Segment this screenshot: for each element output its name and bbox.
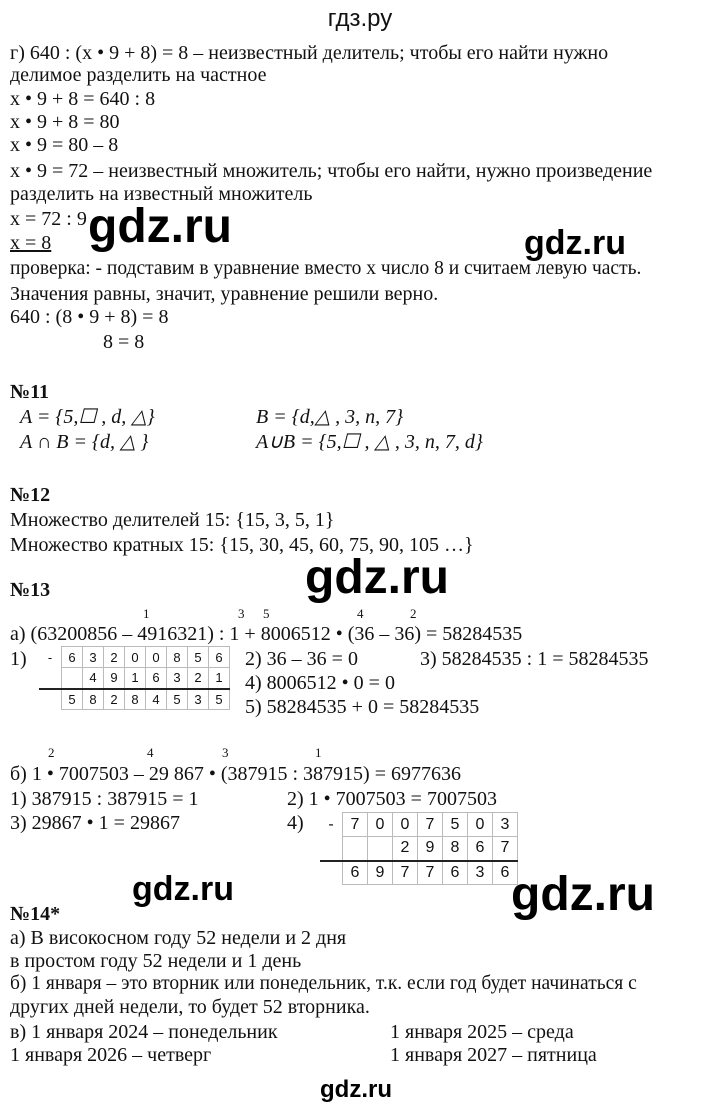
step-line: 2) 36 – 36 = 0: [245, 648, 358, 670]
step-label: 4): [287, 812, 304, 834]
text-line: x • 9 + 8 = 80: [10, 111, 120, 133]
text-line: Множество кратных 15: {15, 30, 45, 60, 75, 90, 105 …}: [10, 534, 474, 556]
text-line: 640 : (8 • 9 + 8) = 8: [10, 306, 169, 328]
text-line: в простом году 52 недели и 1 день: [10, 950, 302, 972]
order-mark: 3: [222, 745, 229, 760]
set-union: A∪B = {5,☐ , △ , 3, n, 7, d}: [256, 431, 483, 453]
step-line: 4) 8006512 • 0 = 0: [245, 672, 395, 694]
subtraction-table-a: - 6 3 2 0 0 8 5 6 4 9 1 6 3 2 1 5 8 2 8 4 5 3 5: [39, 646, 230, 710]
task-title-13: №13: [10, 579, 51, 601]
watermark: gdz.ru: [88, 200, 232, 253]
text-line: x • 9 = 72 – неизвестный множитель; чтобы его найти, нужно произведение: [10, 160, 653, 182]
set-a: A = {5,☐ , d, △}: [20, 406, 155, 428]
text-line: 8 = 8: [103, 331, 145, 353]
expression-a: а) (63200856 – 4916321) : 1 + 8006512 • (36 – 36) = 58284535: [10, 623, 523, 645]
text-line: б) 1 января – это вторник или понедельник, т.к. если год будет начинаться с: [10, 973, 637, 994]
text-line: делимое разделить на частное: [10, 64, 267, 86]
watermark: gdz.ru: [132, 870, 234, 908]
text-line: других дней недели, то будет 52 вторника.: [10, 996, 370, 1018]
minus-sign: -: [328, 815, 334, 833]
order-mark: 1: [143, 606, 150, 621]
step-line: 1) 387915 : 387915 = 1: [10, 788, 199, 810]
text-line: x • 9 = 80 – 8: [10, 134, 119, 156]
minus-sign: -: [47, 649, 53, 665]
text-line: x • 9 + 8 = 640 : 8: [10, 88, 156, 110]
watermark: gdz.ru: [524, 224, 626, 262]
order-mark: 1: [315, 745, 322, 760]
text-line: Значения равны, значит, уравнение решили верно.: [10, 283, 439, 305]
text-line: г) 640 : (x • 9 + 8) = 8 – неизвестный делитель; чтобы его найти нужно: [10, 42, 609, 64]
text-line: 1 января 2025 – среда: [390, 1021, 574, 1043]
step-line: 3) 29867 • 1 = 29867: [10, 812, 180, 834]
site-header: гдз.ру: [327, 5, 393, 32]
text-line: в) 1 января 2024 – понедельник: [10, 1021, 278, 1043]
set-intersection: A ∩ B = {d, △ }: [20, 431, 149, 453]
watermark: gdz.ru: [320, 1076, 392, 1103]
text-line: Множество делителей 15: {15, 3, 5, 1}: [10, 509, 335, 531]
step-line: 5) 58284535 + 0 = 58284535: [245, 696, 480, 718]
order-mark: 2: [410, 606, 417, 621]
step-line: 3) 58284535 : 1 = 58284535: [420, 648, 649, 670]
order-mark: 4: [357, 606, 364, 621]
step-line: 2) 1 • 7007503 = 7007503: [287, 788, 497, 810]
subtraction-table-b: - 7 0 0 7 5 0 3 2 9 8 6 7 6 9 7 7 6 3 6: [320, 812, 518, 885]
order-mark: 3: [238, 606, 245, 621]
order-mark: 5: [263, 606, 270, 621]
watermark: gdz.ru: [511, 868, 655, 921]
task-title-14: №14*: [10, 903, 61, 925]
text-line: а) В високосном году 52 недели и 2 дня: [10, 927, 347, 949]
text-line: проверка: - подставим в уравнение вместо x число 8 и считаем левую часть.: [10, 258, 642, 279]
step-label: 1): [10, 648, 27, 670]
task-title-11: №11: [10, 381, 49, 403]
answer-line: x = 8: [10, 232, 52, 254]
text-line: x = 72 : 9: [10, 208, 87, 230]
order-mark: 4: [147, 745, 154, 760]
order-mark: 2: [48, 745, 55, 760]
task-title-12: №12: [10, 484, 51, 506]
text-line: 1 января 2026 – четверг: [10, 1044, 212, 1066]
text-line: 1 января 2027 – пятница: [390, 1044, 597, 1066]
expression-b: б) 1 • 7007503 – 29 867 • (387915 : 387915) = 6977636: [10, 763, 461, 785]
watermark: gdz.ru: [305, 551, 449, 604]
text-line: разделить на известный множитель: [10, 183, 313, 205]
set-b: B = {d,△ , 3, n, 7}: [256, 406, 404, 428]
